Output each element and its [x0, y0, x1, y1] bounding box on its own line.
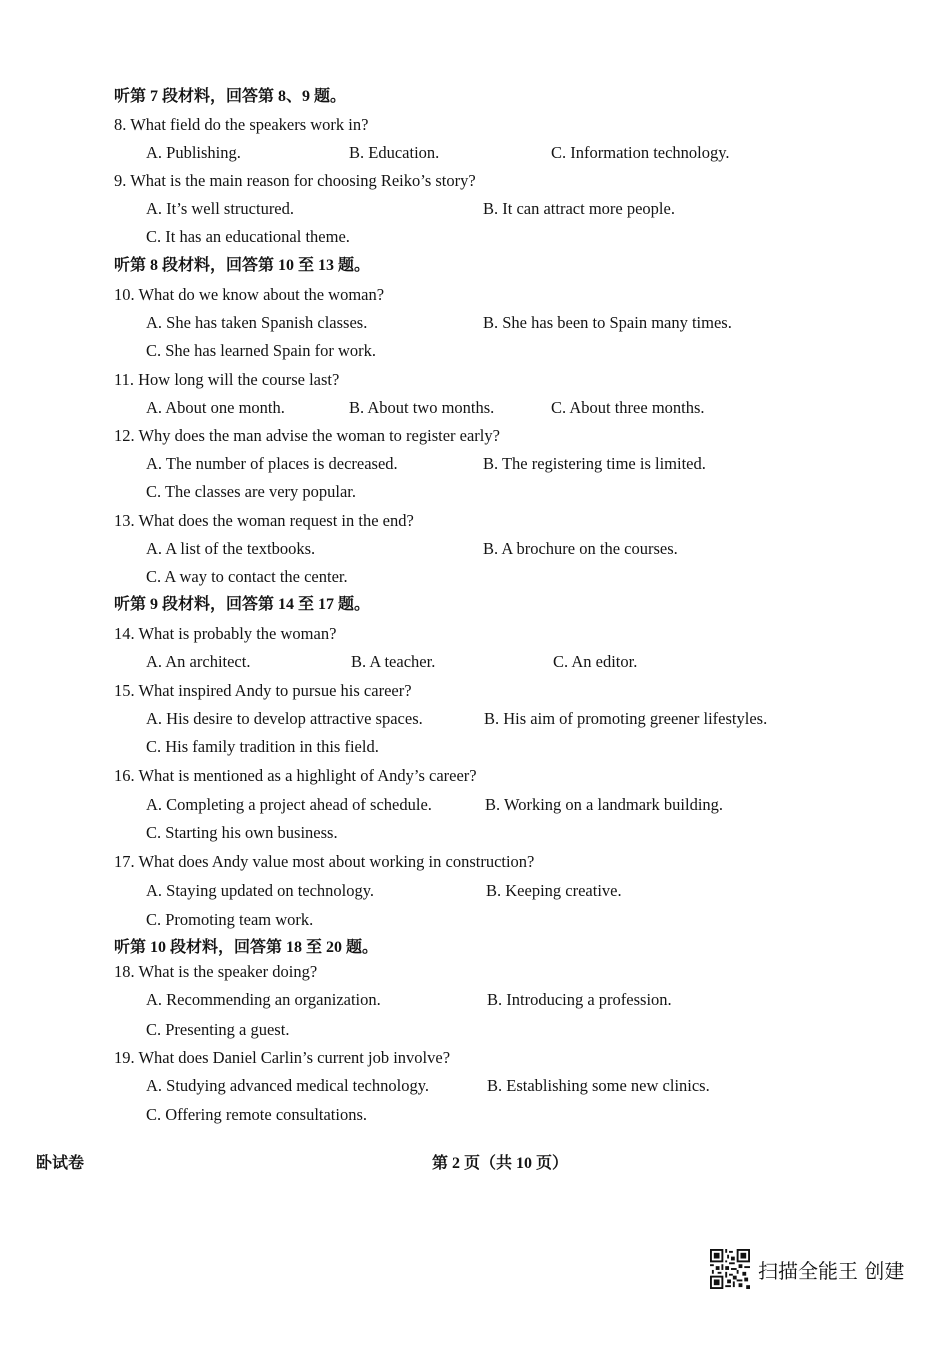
- option-14c: C. An editor.: [553, 652, 638, 671]
- section-heading-10: 听第 10 段材料，回答第 18 至 20 题。: [114, 939, 379, 956]
- section-heading-7: 听第 7 段材料，回答第 8、9 题。: [114, 88, 347, 105]
- question-13: 13. What does the woman request in the end?: [114, 511, 414, 530]
- option-13c: C. A way to contact the center.: [146, 567, 348, 586]
- option-8b: B. Education.: [349, 143, 440, 162]
- option-13a: A. A list of the textbooks.: [146, 539, 316, 558]
- option-8c: C. Information technology.: [551, 143, 730, 162]
- scanner-label: 扫描全能王 创建: [758, 1258, 905, 1283]
- question-12: 12. Why does the man advise the woman to register early?: [114, 426, 500, 445]
- option-10c: C. She has learned Spain for work.: [146, 341, 377, 360]
- option-19a: A. Studying advanced medical technology.: [146, 1076, 430, 1095]
- option-9c: C. It has an educational theme.: [146, 227, 350, 246]
- option-18b: B. Introducing a profession.: [487, 990, 672, 1009]
- question-9: 9. What is the main reason for choosing Reiko’s story?: [114, 171, 476, 190]
- question-18: 18. What is the speaker doing?: [114, 962, 318, 981]
- question-17: 17. What does Andy value most about working in construction?: [114, 852, 535, 871]
- option-16b: B. Working on a landmark building.: [485, 795, 724, 814]
- option-11b: B. About two months.: [349, 398, 495, 417]
- option-18c: C. Presenting a guest.: [146, 1020, 290, 1039]
- option-16a: A. Completing a project ahead of schedule.: [146, 795, 432, 814]
- question-11: 11. How long will the course last?: [114, 370, 340, 389]
- option-17b: B. Keeping creative.: [486, 881, 622, 900]
- question-16: 16. What is mentioned as a highlight of Andy’s career?: [114, 766, 477, 785]
- option-17a: A. Staying updated on technology.: [146, 881, 375, 900]
- question-19: 19. What does Daniel Carlin’s current job involve?: [114, 1048, 451, 1067]
- scanner-watermark: [710, 1248, 904, 1290]
- option-11c: C. About three months.: [551, 398, 705, 417]
- option-8a: A. Publishing.: [146, 143, 241, 162]
- option-15b: B. His aim of promoting greener lifestyles.: [484, 709, 768, 728]
- qr-code-icon: [710, 1249, 750, 1289]
- option-16c: C. Starting his own business.: [146, 823, 338, 842]
- option-18a: A. Recommending an organization.: [146, 990, 381, 1009]
- section-heading-8: 听第 8 段材料，回答第 10 至 13 题。: [114, 257, 371, 274]
- option-10b: B. She has been to Spain many times.: [483, 313, 732, 332]
- option-11a: A. About one month.: [146, 398, 285, 417]
- option-19b: B. Establishing some new clinics.: [487, 1076, 710, 1095]
- option-13b: B. A brochure on the courses.: [483, 539, 678, 558]
- option-15a: A. His desire to develop attractive spaces.: [146, 709, 423, 728]
- section-heading-9: 听第 9 段材料，回答第 14 至 17 题。: [114, 596, 371, 613]
- footer-exam-label: 卧试卷: [36, 1155, 85, 1172]
- option-12a: A. The number of places is decreased.: [146, 454, 398, 473]
- option-9b: B. It can attract more people.: [483, 199, 675, 218]
- option-17c: C. Promoting team work.: [146, 910, 314, 929]
- question-14: 14. What is probably the woman?: [114, 624, 337, 643]
- option-9a: A. It’s well structured.: [146, 199, 295, 218]
- page-number: 第 2 页（共 10 页）: [432, 1155, 569, 1172]
- option-14a: A. An architect.: [146, 652, 251, 671]
- option-12b: B. The registering time is limited.: [483, 454, 706, 473]
- option-10a: A. She has taken Spanish classes.: [146, 313, 368, 332]
- option-15c: C. His family tradition in this field.: [146, 737, 379, 756]
- option-19c: C. Offering remote consultations.: [146, 1105, 368, 1124]
- question-8: 8. What field do the speakers work in?: [114, 115, 369, 134]
- option-14b: B. A teacher.: [351, 652, 436, 671]
- question-10: 10. What do we know about the woman?: [114, 285, 385, 304]
- option-12c: C. The classes are very popular.: [146, 482, 357, 501]
- question-15: 15. What inspired Andy to pursue his career?: [114, 681, 412, 700]
